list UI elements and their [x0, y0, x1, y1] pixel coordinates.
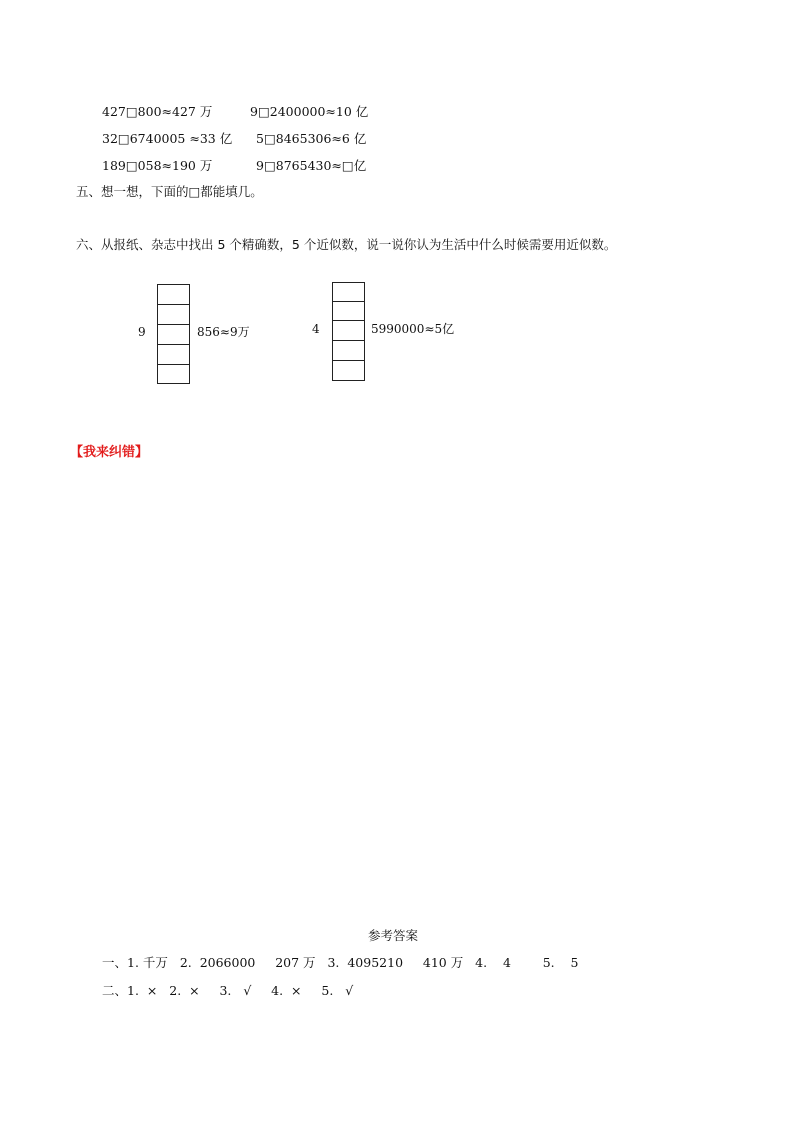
figure-1-box[interactable] [158, 365, 189, 384]
approx-row-3-left: 189□058≈190 万 [102, 158, 213, 173]
approx-row-1-left: 427□800≈427 万 [102, 104, 213, 119]
figure-2-box[interactable] [333, 361, 364, 381]
approx-row-2-left: 32□6740005 ≈33 亿 [102, 131, 233, 146]
approx-row-2-right: 5□8465306≈6 亿 [256, 131, 367, 146]
figure-2-suffix: 5990000≈5亿 [371, 322, 455, 336]
fix-section-heading: 【我来纠错】 [70, 445, 149, 460]
figure-2-box[interactable] [333, 341, 364, 361]
figure-2-box[interactable] [333, 321, 364, 341]
figure-1-box-stack [157, 284, 190, 384]
figure-2-box[interactable] [333, 302, 364, 321]
figure-2-prefix: 4 [312, 322, 320, 336]
figure-1-suffix: 856≈9万 [197, 325, 250, 339]
section-5-heading: 五、想一想，下面的□都能填几。 [76, 184, 263, 199]
figure-1-box[interactable] [158, 325, 189, 345]
figure-2-box[interactable] [333, 283, 364, 302]
figure-1-box[interactable] [158, 285, 189, 305]
figure-2-box-stack [332, 282, 365, 381]
approx-row-1-right: 9□2400000≈10 亿 [250, 104, 369, 119]
figure-1-box[interactable] [158, 345, 189, 365]
figure-1-box[interactable] [158, 305, 189, 325]
section-6-heading: 六、从报纸、杂志中找出 5 个精确数，5 个近似数，说一说你认为生活中什么时候需要用近似数。 [76, 237, 617, 252]
figure-1-prefix: 9 [138, 325, 146, 339]
answer-line-2: 二、1. × 2. × 3. √ 4. × 5. √ [102, 983, 354, 998]
approx-row-3-right: 9□8765430≈□亿 [256, 158, 367, 173]
answer-line-1: 一、1. 千万 2. 2066000 207 万 3. 4095210 410 万 4. 4 5. 5 [102, 955, 579, 970]
answer-key-title: 参考答案 [368, 928, 419, 943]
